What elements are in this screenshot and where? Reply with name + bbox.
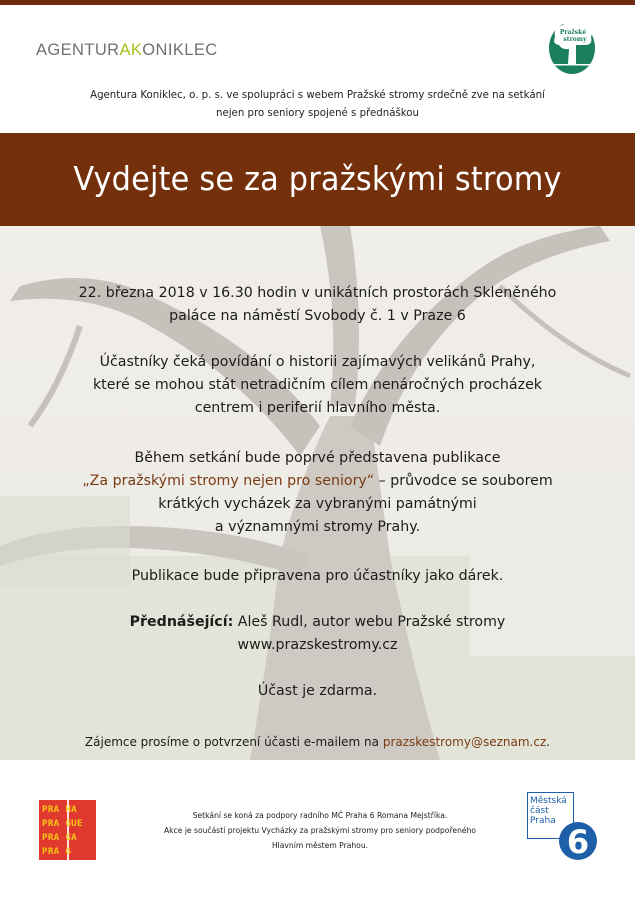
sponsor-note bbox=[120, 808, 520, 853]
gift-line: Publikace bude připravena pro účastníky jako dárek. bbox=[131, 568, 504, 584]
praha-logo-row-4: PRA G bbox=[42, 846, 72, 857]
intro-line-2: nejen pro seniory spojené s přednáškou bbox=[216, 108, 419, 119]
agentura-koniklec-logo bbox=[36, 41, 218, 60]
pub-line-3: krátkých vycházek za vybranými památnými bbox=[158, 496, 477, 512]
pub-line-1: Během setkání bude poprvé představena publikace bbox=[134, 450, 501, 466]
date-line-1: 22. března 2018 v 16.30 hodin v unikátních prostorách Skleněného bbox=[78, 285, 557, 301]
mestska-cast-praha-6-logo bbox=[527, 790, 599, 866]
publication-title: „Za pražskými stromy nejen pro seniory“ bbox=[82, 473, 375, 489]
praha-logo-row-1: PRA HA bbox=[42, 804, 78, 815]
speaker-value: Aleš Rudl, autor webu Pražské stromy bbox=[233, 614, 506, 630]
pub-line-4: a významnými stromy Prahy. bbox=[214, 519, 421, 535]
footer bbox=[0, 760, 635, 899]
svg-text:Pražské: Pražské bbox=[559, 29, 587, 36]
logo-text-oniklec: ONIKLEC bbox=[142, 41, 218, 59]
prazske-stromy-tree-icon bbox=[547, 17, 597, 75]
date-line-2: paláce na náměstí Svobody č. 1 v Praze 6 bbox=[169, 308, 466, 324]
sponsor-note-line-1: Setkání se koná za podpory radního MČ Praha 6 Romana Mejstříka. bbox=[192, 811, 448, 820]
svg-text:stromy: stromy bbox=[563, 36, 587, 43]
intro-line-1: Agentura Koniklec, o. p. s. ve spolupráci s webem Pražské stromy srdečně zve na setkání bbox=[90, 90, 545, 101]
title-band bbox=[0, 133, 635, 226]
header bbox=[0, 5, 635, 132]
speaker-paragraph bbox=[0, 611, 635, 657]
desc-line-1: Účastníky čeká povídání o historii zajímavých velikánů Prahy, bbox=[99, 354, 536, 370]
logo-text-agentur: AGENTUR bbox=[36, 41, 120, 59]
desc-line-3: centrem i periferií hlavního města. bbox=[194, 400, 441, 416]
svg-text:Městská: Městská bbox=[530, 796, 567, 806]
praha-logo-row-2: PRA GUE bbox=[42, 818, 83, 829]
sponsor-note-line-3: Hlavním městem Prahou. bbox=[271, 841, 369, 850]
page-title: Vydejte se za pražskými stromy bbox=[73, 159, 562, 198]
rsvp-paragraph bbox=[0, 731, 635, 754]
website-link[interactable]: www.prazskestromy.cz bbox=[237, 637, 398, 653]
description-paragraph bbox=[0, 351, 635, 420]
logo-text-ak: AK bbox=[119, 41, 143, 59]
rsvp-text: Zájemce prosíme o potvrzení účasti e-mailem na bbox=[84, 735, 383, 749]
speaker-label: Přednášející: bbox=[129, 614, 234, 630]
event-date-paragraph bbox=[0, 282, 635, 328]
rsvp-end: . bbox=[546, 735, 551, 749]
pub-line-2-rest: – průvodce se souborem bbox=[374, 473, 553, 489]
praha-city-logo bbox=[39, 800, 96, 860]
publication-paragraph bbox=[0, 447, 635, 539]
svg-text:část: část bbox=[530, 806, 549, 816]
gift-paragraph bbox=[0, 565, 635, 588]
pub-line-2 bbox=[0, 470, 635, 493]
free-entry-line: Účast je zdarma. bbox=[257, 683, 378, 699]
rsvp-email-link[interactable]: prazskestromy@seznam.cz bbox=[382, 735, 547, 749]
desc-line-2: které se mohou stát netradičním cílem nenáročných procházek bbox=[92, 377, 543, 393]
free-entry-paragraph bbox=[0, 680, 635, 703]
svg-text:6: 6 bbox=[566, 823, 590, 861]
praha-logo-row-3: PRA GA bbox=[42, 832, 78, 843]
speaker-line bbox=[0, 611, 635, 634]
svg-text:Praha: Praha bbox=[530, 816, 556, 826]
sponsor-note-line-2: Akce je součástí projektu Vycházky za pražskými stromy pro seniory podpořeného bbox=[163, 826, 477, 835]
intro-text bbox=[40, 87, 595, 123]
